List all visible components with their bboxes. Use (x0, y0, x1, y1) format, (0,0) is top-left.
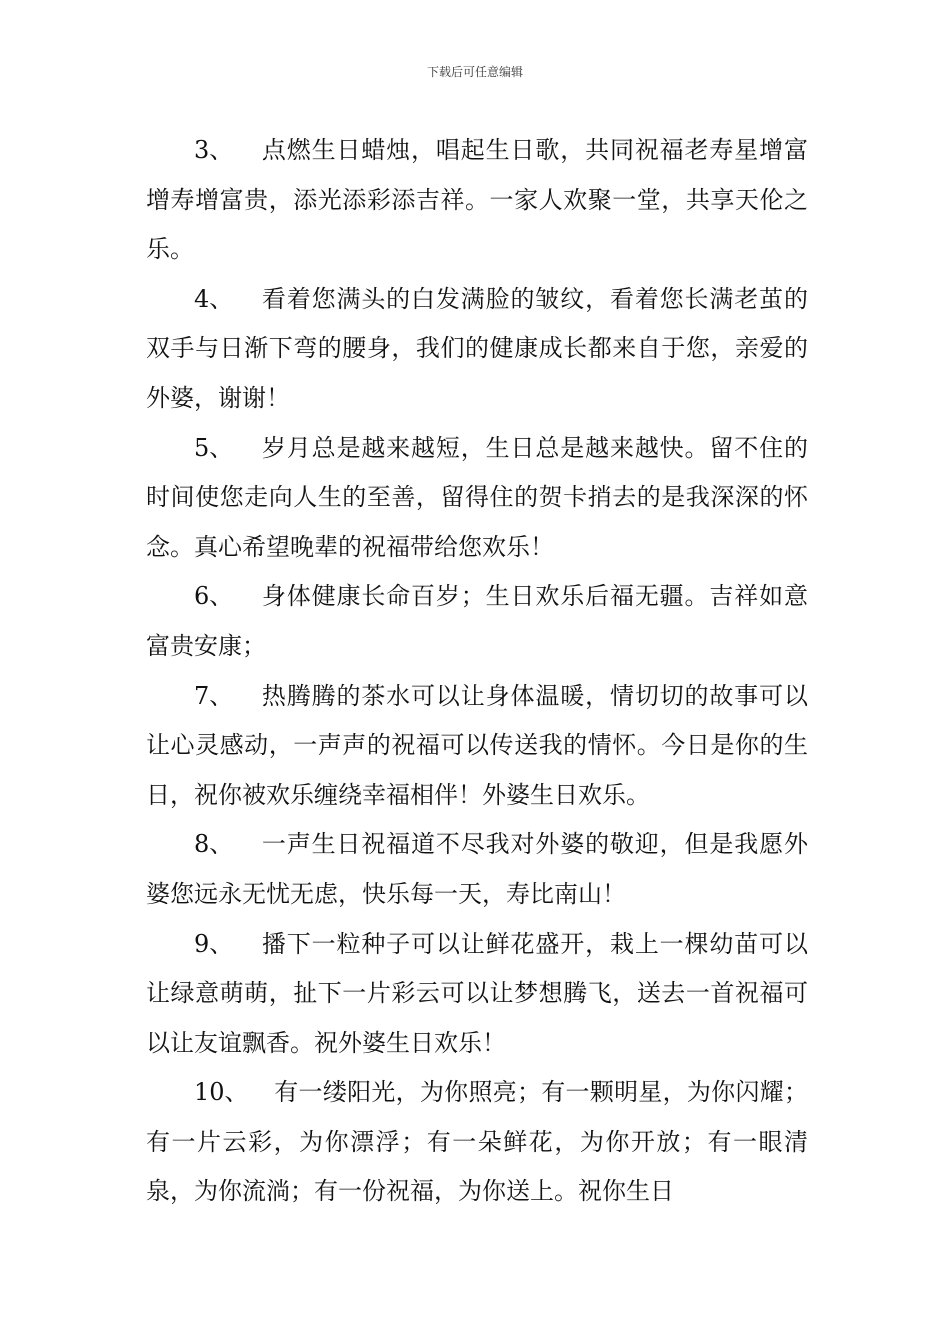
item-text: 播下一粒种子可以让鲜花盛开，栽上一棵幼苗可以让绿意萌萌，扯下一片彩云可以让梦想腾飞，送去一首祝福可以让友谊飘香。祝外婆生日欢乐！ (146, 929, 808, 1057)
item-text: 一声生日祝福道不尽我对外婆的敬迎，但是我愿外婆您远永无忧无虑，快乐每一天，寿比南山！ (146, 830, 808, 908)
item-number: 4、 (194, 284, 234, 313)
list-item (146, 424, 808, 573)
item-text: 岁月总是越来越短，生日总是越来越快。留不住的时间使您走向人生的至善，留得住的贺卡捎去的是我深深的怀念。真心希望晚辈的祝福带给您欢乐！ (146, 433, 808, 561)
item-number: 3、 (194, 136, 234, 164)
item-text: 点燃生日蜡烛，唱起生日歌，共同祝福老寿星增富增寿增富贵，添光添彩添吉祥。一家人欢聚一堂，共享天伦之乐。 (146, 136, 808, 264)
list-item (146, 275, 808, 424)
list-item (146, 1068, 808, 1217)
item-number: 5、 (194, 433, 234, 462)
list-item (146, 920, 808, 1069)
list-item (146, 126, 808, 275)
item-text: 有一缕阳光，为你照亮；有一颗明星，为你闪耀；有一片云彩，为你漂浮；有一朵鲜花，为你开放；有一眼清泉，为你流淌；有一份祝福，为你送上。祝你生日 (146, 1078, 808, 1206)
item-text: 热腾腾的茶水可以让身体温暖，情切切的故事可以让心灵感动，一声声的祝福可以传送我的情怀。今日是你的生日，祝你被欢乐缠绕幸福相伴！外婆生日欢乐。 (146, 681, 808, 809)
item-number: 7、 (194, 681, 234, 710)
item-number: 10、 (194, 1078, 249, 1107)
list-item (146, 672, 808, 821)
item-number: 6、 (194, 582, 234, 611)
item-text: 身体健康长命百岁；生日欢乐后福无疆。吉祥如意富贵安康； (146, 582, 808, 660)
list-item (146, 572, 808, 671)
item-text: 看着您满头的白发满脸的皱纹，看着您长满老茧的双手与日渐下弯的腰身，我们的健康成长都来自于您，亲爱的外婆，谢谢！ (146, 284, 808, 412)
item-number: 8、 (194, 830, 234, 859)
item-number: 9、 (194, 929, 234, 958)
list-item (146, 820, 808, 919)
document-body (146, 126, 808, 1217)
page-header-note: 下载后可任意编辑 (426, 65, 523, 79)
